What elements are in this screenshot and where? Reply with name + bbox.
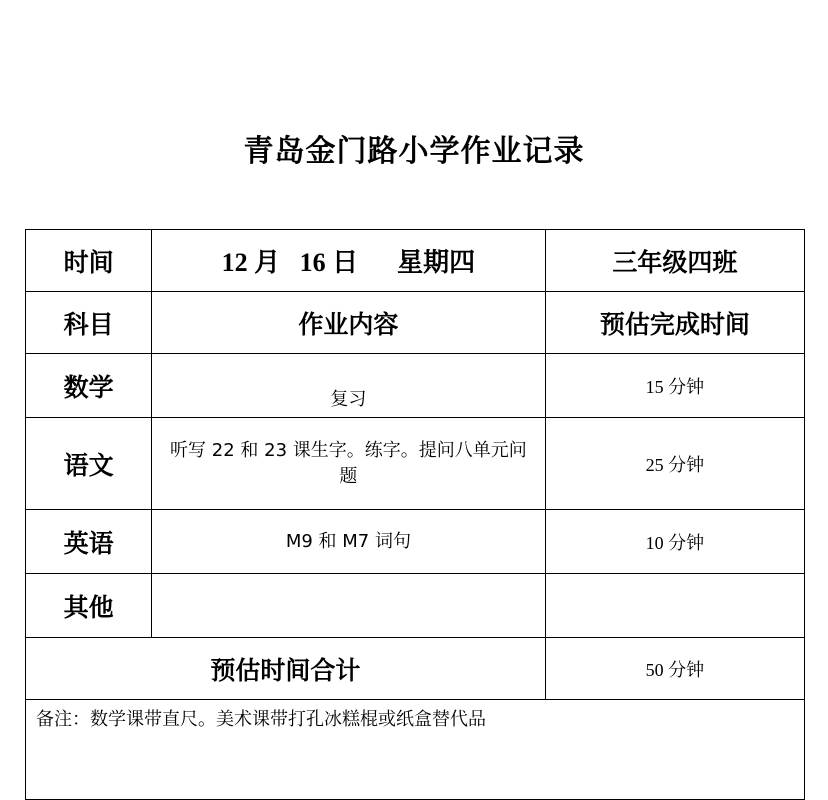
table-row: [26, 510, 805, 574]
subject-header: 科目: [63, 309, 114, 339]
estimated-time-header: 预估完成时间: [599, 309, 750, 339]
time-cell: [545, 574, 804, 638]
column-header-row: [26, 292, 805, 354]
remarks-cell: [26, 700, 805, 800]
subject-cell: [26, 510, 152, 574]
estimated-time-header-cell: [545, 292, 804, 354]
subject-cell: [26, 574, 152, 638]
class-cell: [545, 230, 804, 292]
time-cell: [545, 510, 804, 574]
homework-time: 10 分钟: [645, 532, 705, 553]
time-label: 时间: [63, 247, 114, 277]
total-time-cell: [545, 638, 804, 700]
total-time: 50 分钟: [645, 659, 705, 680]
remarks-row: [26, 700, 805, 800]
homework-time: 25 分钟: [645, 454, 705, 475]
content-header: 作业内容: [298, 309, 399, 339]
subject-cell: [26, 418, 152, 510]
subject-name: 其他: [63, 592, 114, 622]
time-cell: [545, 354, 804, 418]
subject-header-cell: [26, 292, 152, 354]
time-cell: [545, 418, 804, 510]
subject-name: 数学: [63, 372, 114, 402]
time-label-cell: [26, 230, 152, 292]
subject-cell: [26, 354, 152, 418]
table-row: [26, 354, 805, 418]
content-cell: [152, 510, 546, 574]
content-cell: [152, 354, 546, 418]
homework-time: 15 分钟: [645, 376, 705, 397]
table-row: [26, 418, 805, 510]
page-title: 青岛金门路小学作业记录: [243, 134, 585, 169]
date-cell: [152, 230, 546, 292]
total-label-cell: [26, 638, 546, 700]
total-row: [26, 638, 805, 700]
header-row: [26, 230, 805, 292]
homework-content: 复习: [330, 388, 367, 410]
content-header-cell: [152, 292, 546, 354]
total-label: 预估时间合计: [210, 655, 361, 685]
content-cell: [152, 574, 546, 638]
date-text: 12 月 16 日 星期四: [221, 248, 476, 277]
table-row: [26, 574, 805, 638]
subject-name: 英语: [63, 528, 114, 558]
remarks-text: 备注：数学课带直尺。美术课带打孔冰糕棍或纸盒替代品: [36, 709, 486, 730]
class-name: 三年级四班: [612, 247, 738, 277]
homework-record-table: [25, 229, 805, 800]
homework-content: M9 和 M7 词句: [285, 530, 411, 552]
subject-name: 语文: [63, 450, 114, 480]
homework-content: 听写 22 和 23 课生字。练字。提问八单元问题: [170, 439, 527, 487]
content-cell: [152, 418, 546, 510]
